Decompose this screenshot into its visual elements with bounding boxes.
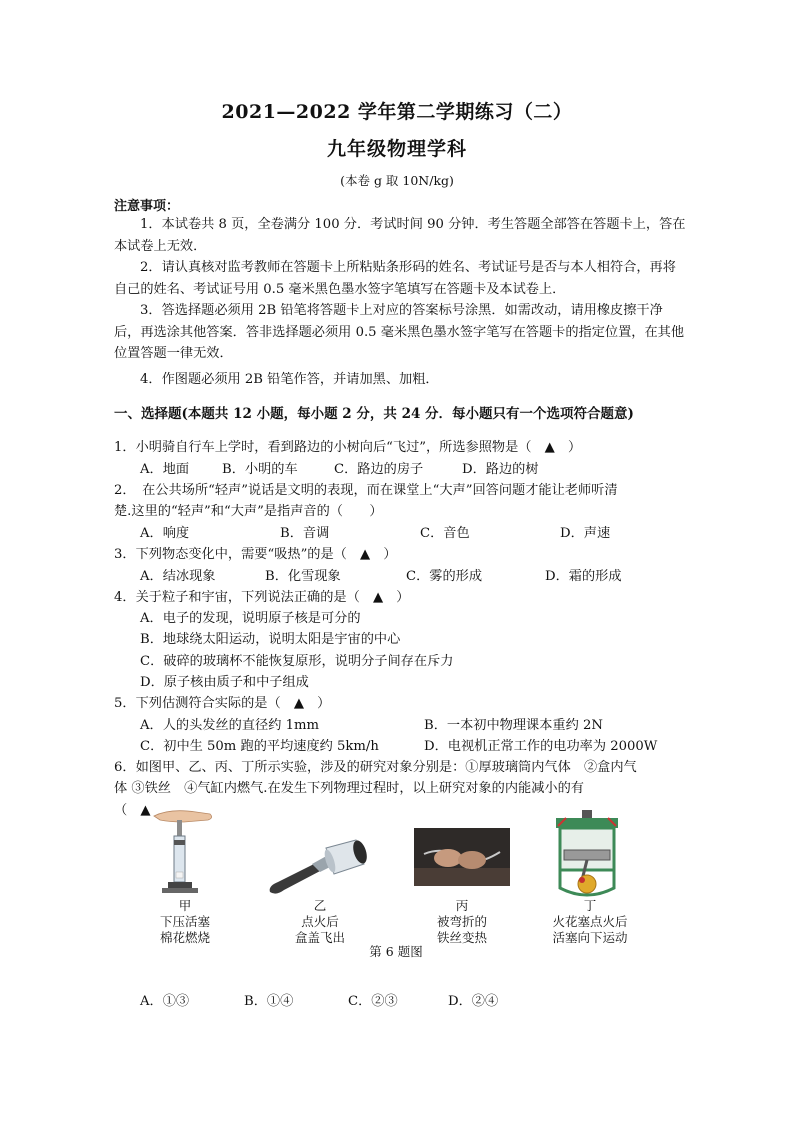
question-4-option-d: D．原子核由质子和中子组成 bbox=[140, 675, 309, 690]
question-6-stem-line1: 6．如图甲、乙、丙、丁所示实验，涉及的研究对象分别是：①厚玻璃筒内气体 ②盒内气 bbox=[114, 760, 637, 775]
question-3-option-b: B．化雪现象 bbox=[265, 569, 341, 584]
question-6-stem-line2: 体 ③铁丝 ④气缸内燃气.在发生下列物理过程时，以上研究对象的内能减小的有 bbox=[114, 781, 584, 796]
question-1-option-b: B．小明的车 bbox=[222, 462, 298, 477]
figure-ding-label: 丁 bbox=[583, 898, 597, 913]
question-4-option-a: A．电子的发现，说明原子核是可分的 bbox=[140, 611, 361, 626]
question-5-option-a: A．人的头发丝的直径约 1mm bbox=[140, 718, 319, 733]
question-6-option-a: A．①③ bbox=[140, 994, 190, 1009]
figure-yi-caption-2: 盒盖飞出 bbox=[294, 930, 345, 945]
notice-item-2: 2．请认真核对监考教师在答题卡上所粘贴条形码的姓名、考试证号是否与本人相符合，再将自己的姓名、考试证号用 0.5 毫米黑色墨水签字笔填写在答题卡及本试卷上． bbox=[114, 260, 676, 297]
figure-ding-engine-cylinder-image bbox=[552, 810, 622, 902]
question-5-option-d: D．电视机正常工作的电功率为 2000W bbox=[424, 739, 658, 754]
question-1-option-d: D．路边的树 bbox=[462, 462, 539, 477]
question-5-option-c: C．初中生 50m 跑的平均速度约 5km/h bbox=[140, 739, 379, 754]
question-2-option-b: B．音调 bbox=[280, 526, 330, 541]
question-4-option-b: B．地球绕太阳运动，说明太阳是宇宙的中心 bbox=[140, 632, 401, 647]
figure-caption: 第 6 题图 bbox=[369, 944, 423, 959]
figure-jia-caption-2: 棉花燃烧 bbox=[159, 930, 210, 945]
question-2-option-d: D．声速 bbox=[560, 526, 611, 541]
figure-jia-caption-1: 下压活塞 bbox=[159, 914, 210, 929]
figure-bing-bent-wire-image bbox=[414, 828, 510, 886]
question-2-stem-line2: 楚.这里的“轻声”和“大声”是指声音的（ ） bbox=[114, 504, 383, 519]
question-2-stem-line1: 2． 在公共场所“轻声”说话是文明的表现，而在课堂上“大声”回答问题才能让老师听清 bbox=[114, 483, 618, 498]
question-2-option-a: A．响度 bbox=[140, 526, 190, 541]
figure-yi-caption-1: 点火后 bbox=[301, 914, 339, 929]
question-3-stem: 3．下列物态变化中，需要“吸热”的是（ ▲ ） bbox=[114, 547, 397, 562]
subject-title: 九年级物理学科 bbox=[326, 138, 467, 160]
page-title: 2021—2022 学年第二学期练习（二） bbox=[221, 101, 573, 123]
question-3-option-d: D．霜的形成 bbox=[545, 569, 622, 584]
question-4-option-c: C．破碎的玻璃杯不能恢复原形，说明分子间存在斥力 bbox=[140, 654, 454, 669]
notice-heading: 注意事项： bbox=[114, 199, 180, 214]
section-heading: 一、选择题(本题共 12 小题，每小题 2 分，共 24 分．每小题只有一个选项符合题意) bbox=[114, 406, 634, 422]
question-1-option-a: A．地面 bbox=[140, 462, 190, 477]
figure-bing-caption-2: 铁丝变热 bbox=[436, 930, 487, 945]
question-1-stem: 1．小明骑自行车上学时，看到路边的小树向后“飞过”，所选参照物是（ ▲ ） bbox=[114, 440, 582, 455]
question-3-option-a: A．结冰现象 bbox=[140, 569, 216, 584]
question-6-option-c: C．②③ bbox=[348, 994, 398, 1009]
gravity-note: (本卷 g 取 10N/kg) bbox=[340, 173, 454, 188]
question-5-option-b: B．一本初中物理课本重约 2N bbox=[424, 718, 603, 733]
figure-ding-caption-2: 活塞向下运动 bbox=[552, 930, 628, 945]
figure-ding-caption-1: 火花塞点火后 bbox=[552, 914, 628, 929]
question-5-stem: 5．下列估测符合实际的是（ ▲ ） bbox=[114, 696, 331, 711]
notice-item-1: 1．本试卷共 8 页，全卷满分 100 分．考试时间 90 分钟．考生答题全部答在答题卡上，答在本试卷上无效． bbox=[114, 217, 686, 254]
question-1-option-c: C．路边的房子 bbox=[334, 462, 424, 477]
figure-jia-label: 甲 bbox=[178, 898, 192, 913]
question-4-stem: 4．关于粒子和宇宙，下列说法正确的是（ ▲ ） bbox=[114, 590, 410, 605]
question-2-option-c: C．音色 bbox=[420, 526, 470, 541]
figure-jia-fire-syringe-image bbox=[150, 806, 220, 898]
notice-item-3: 3．答选择题必须用 2B 铅笔将答题卡上对应的答案标号涂黑．如需改动，请用橡皮擦干净后，再选涂其他答案．答非选择题必须用 0.5 毫米黑色墨水签字笔写在答题卡的指定位置，在其他位置答题一律无效． bbox=[114, 303, 685, 361]
notice-item-4: 4．作图题必须用 2B 铅笔作答，并请加黑、加粗． bbox=[140, 372, 439, 387]
question-6-option-d: D．②④ bbox=[448, 994, 499, 1009]
figure-bing-label: 丙 bbox=[455, 898, 469, 913]
figure-yi-ignition-box-image bbox=[264, 834, 376, 898]
figure-bing-caption-1: 被弯折的 bbox=[436, 914, 487, 929]
question-6-option-b: B．①④ bbox=[244, 994, 294, 1009]
figure-yi-label: 乙 bbox=[313, 898, 327, 913]
question-6-stem-line3: （ ▲ bbox=[114, 803, 151, 818]
question-3-option-c: C．雾的形成 bbox=[406, 569, 483, 584]
